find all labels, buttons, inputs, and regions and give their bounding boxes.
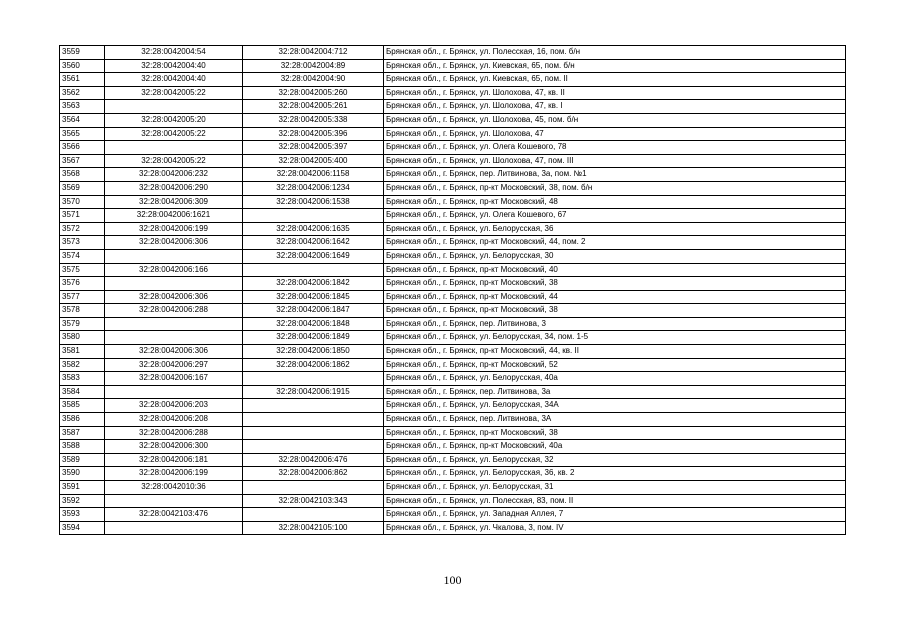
- address-cell: Брянская обл., г. Брянск, ул. Шолохова, 47, кв. I: [384, 100, 846, 114]
- address-cell: Брянская обл., г. Брянск, пр-кт Московский, 44: [384, 290, 846, 304]
- parcel-number-cell: 32:28:0042006:208: [105, 413, 243, 427]
- address-cell: Брянская обл., г. Брянск, ул. Белорусская, 36: [384, 222, 846, 236]
- address-cell: Брянская обл., г. Брянск, ул. Белорусская, 31: [384, 481, 846, 495]
- address-cell: Брянская обл., г. Брянск, ул. Западная Аллея, 7: [384, 508, 846, 522]
- address-cell: Брянская обл., г. Брянск, пр-кт Московский, 38: [384, 426, 846, 440]
- address-cell: Брянская обл., г. Брянск, пер. Литвинова, 3а: [384, 385, 846, 399]
- object-number-cell: 32:28:0042005:400: [243, 154, 384, 168]
- address-cell: Брянская обл., г. Брянск, пр-кт Московский, 40а: [384, 440, 846, 454]
- address-cell: Брянская обл., г. Брянск, пр-кт Московский, 38: [384, 277, 846, 291]
- row-number-cell: 3571: [60, 209, 105, 223]
- table-row: [60, 59, 846, 73]
- object-number-cell: 32:28:0042006:476: [243, 453, 384, 467]
- table-row: [60, 154, 846, 168]
- table-row: [60, 263, 846, 277]
- parcel-number-cell: 32:28:0042006:232: [105, 168, 243, 182]
- row-number-cell: 3577: [60, 290, 105, 304]
- table-row: [60, 209, 846, 223]
- page-number: 100: [443, 573, 462, 587]
- table-row: [60, 290, 846, 304]
- parcel-number-cell: 32:28:0042006:300: [105, 440, 243, 454]
- row-number-cell: 3568: [60, 168, 105, 182]
- parcel-number-cell: [105, 521, 243, 535]
- parcel-number-cell: [105, 385, 243, 399]
- parcel-number-cell: 32:28:0042006:297: [105, 358, 243, 372]
- parcel-number-cell: [105, 141, 243, 155]
- object-number-cell: 32:28:0042006:1649: [243, 249, 384, 263]
- parcel-number-cell: [105, 317, 243, 331]
- table-row: [60, 100, 846, 114]
- row-number-cell: 3563: [60, 100, 105, 114]
- table-row: [60, 467, 846, 481]
- object-number-cell: 32:28:0042103:343: [243, 494, 384, 508]
- object-number-cell: 32:28:0042006:1842: [243, 277, 384, 291]
- address-cell: Брянская обл., г. Брянск, ул. Шолохова, 47, кв. II: [384, 86, 846, 100]
- address-cell: Брянская обл., г. Брянск, ул. Олега Кошевого, 78: [384, 141, 846, 155]
- table-row: [60, 113, 846, 127]
- table-row: [60, 521, 846, 535]
- address-cell: Брянская обл., г. Брянск, пр-кт Московский, 52: [384, 358, 846, 372]
- row-number-cell: 3588: [60, 440, 105, 454]
- parcel-number-cell: [105, 277, 243, 291]
- address-cell: Брянская обл., г. Брянск, ул. Белорусская, 34, пом. 1-5: [384, 331, 846, 345]
- row-number-cell: 3567: [60, 154, 105, 168]
- object-number-cell: 32:28:0042005:261: [243, 100, 384, 114]
- parcel-number-cell: 32:28:0042010:36: [105, 481, 243, 495]
- parcel-number-cell: 32:28:0042103:476: [105, 508, 243, 522]
- table-row: [60, 141, 846, 155]
- parcel-number-cell: [105, 331, 243, 345]
- row-number-cell: 3562: [60, 86, 105, 100]
- parcel-number-cell: 32:28:0042006:203: [105, 399, 243, 413]
- row-number-cell: 3572: [60, 222, 105, 236]
- parcel-number-cell: 32:28:0042006:288: [105, 426, 243, 440]
- table-row: [60, 399, 846, 413]
- table-row: [60, 304, 846, 318]
- row-number-cell: 3587: [60, 426, 105, 440]
- parcel-number-cell: 32:28:0042006:306: [105, 290, 243, 304]
- row-number-cell: 3581: [60, 345, 105, 359]
- object-number-cell: 32:28:0042006:1845: [243, 290, 384, 304]
- object-number-cell: 32:28:0042006:1850: [243, 345, 384, 359]
- parcel-number-cell: 32:28:0042006:166: [105, 263, 243, 277]
- row-number-cell: 3561: [60, 73, 105, 87]
- row-number-cell: 3578: [60, 304, 105, 318]
- parcel-number-cell: [105, 494, 243, 508]
- table-row: [60, 494, 846, 508]
- table-body: [60, 46, 846, 535]
- object-number-cell: 32:28:0042006:1642: [243, 236, 384, 250]
- object-number-cell: 32:28:0042006:1847: [243, 304, 384, 318]
- object-number-cell: [243, 481, 384, 495]
- row-number-cell: 3586: [60, 413, 105, 427]
- row-number-cell: 3570: [60, 195, 105, 209]
- row-number-cell: 3580: [60, 331, 105, 345]
- address-cell: Брянская обл., г. Брянск, ул. Шолохова, 47, пом. III: [384, 154, 846, 168]
- table-row: [60, 481, 846, 495]
- row-number-cell: 3564: [60, 113, 105, 127]
- parcel-number-cell: 32:28:0042006:306: [105, 236, 243, 250]
- address-cell: Брянская обл., г. Брянск, ул. Белорусская, 40а: [384, 372, 846, 386]
- table-row: [60, 249, 846, 263]
- object-number-cell: 32:28:0042006:1849: [243, 331, 384, 345]
- object-number-cell: [243, 426, 384, 440]
- row-number-cell: 3593: [60, 508, 105, 522]
- parcel-number-cell: 32:28:0042004:40: [105, 59, 243, 73]
- address-cell: Брянская обл., г. Брянск, пр-кт Московский, 48: [384, 195, 846, 209]
- row-number-cell: 3574: [60, 249, 105, 263]
- address-cell: Брянская обл., г. Брянск, пер. Литвинова, 3а, пом. №1: [384, 168, 846, 182]
- parcel-number-cell: 32:28:0042006:199: [105, 467, 243, 481]
- parcel-number-cell: 32:28:0042006:288: [105, 304, 243, 318]
- address-cell: Брянская обл., г. Брянск, ул. Белорусская, 36, кв. 2: [384, 467, 846, 481]
- object-number-cell: 32:28:0042005:396: [243, 127, 384, 141]
- row-number-cell: 3560: [60, 59, 105, 73]
- object-number-cell: 32:28:0042006:1234: [243, 181, 384, 195]
- row-number-cell: 3584: [60, 385, 105, 399]
- parcel-number-cell: 32:28:0042006:167: [105, 372, 243, 386]
- row-number-cell: 3582: [60, 358, 105, 372]
- parcel-number-cell: 32:28:0042005:22: [105, 86, 243, 100]
- object-number-cell: 32:28:0042105:100: [243, 521, 384, 535]
- parcel-number-cell: 32:28:0042005:20: [105, 113, 243, 127]
- object-number-cell: 32:28:0042005:397: [243, 141, 384, 155]
- table-row: [60, 440, 846, 454]
- object-number-cell: 32:28:0042005:260: [243, 86, 384, 100]
- object-number-cell: [243, 413, 384, 427]
- table-row: [60, 46, 846, 60]
- table-row: [60, 385, 846, 399]
- table-row: [60, 168, 846, 182]
- address-cell: Брянская обл., г. Брянск, ул. Олега Кошевого, 67: [384, 209, 846, 223]
- parcel-number-cell: 32:28:0042004:54: [105, 46, 243, 60]
- row-number-cell: 3592: [60, 494, 105, 508]
- parcel-number-cell: [105, 100, 243, 114]
- object-number-cell: 32:28:0042006:1915: [243, 385, 384, 399]
- table-row: [60, 413, 846, 427]
- address-cell: Брянская обл., г. Брянск, ул. Белорусская, 32: [384, 453, 846, 467]
- table-row: [60, 277, 846, 291]
- table-row: [60, 127, 846, 141]
- parcel-number-cell: 32:28:0042004:40: [105, 73, 243, 87]
- object-number-cell: 32:28:0042006:1848: [243, 317, 384, 331]
- row-number-cell: 3573: [60, 236, 105, 250]
- parcel-number-cell: 32:28:0042005:22: [105, 154, 243, 168]
- object-number-cell: [243, 440, 384, 454]
- table-row: [60, 222, 846, 236]
- address-cell: Брянская обл., г. Брянск, пр-кт Московский, 40: [384, 263, 846, 277]
- row-number-cell: 3583: [60, 372, 105, 386]
- address-cell: Брянская обл., г. Брянск, пр-кт Московский, 38, пом. б/н: [384, 181, 846, 195]
- row-number-cell: 3565: [60, 127, 105, 141]
- address-cell: Брянская обл., г. Брянск, пр-кт Московский, 44, пом. 2: [384, 236, 846, 250]
- row-number-cell: 3591: [60, 481, 105, 495]
- address-cell: Брянская обл., г. Брянск, пер. Литвинова, 3А: [384, 413, 846, 427]
- row-number-cell: 3566: [60, 141, 105, 155]
- object-number-cell: 32:28:0042004:712: [243, 46, 384, 60]
- row-number-cell: 3576: [60, 277, 105, 291]
- table-row: [60, 453, 846, 467]
- row-number-cell: 3594: [60, 521, 105, 535]
- parcel-number-cell: 32:28:0042006:290: [105, 181, 243, 195]
- object-number-cell: [243, 399, 384, 413]
- row-number-cell: 3559: [60, 46, 105, 60]
- table-row: [60, 73, 846, 87]
- row-number-cell: 3585: [60, 399, 105, 413]
- object-number-cell: 32:28:0042004:90: [243, 73, 384, 87]
- row-number-cell: 3589: [60, 453, 105, 467]
- object-number-cell: 32:28:0042006:862: [243, 467, 384, 481]
- row-number-cell: 3569: [60, 181, 105, 195]
- address-cell: Брянская обл., г. Брянск, ул. Шолохова, 47: [384, 127, 846, 141]
- parcel-number-cell: 32:28:0042006:306: [105, 345, 243, 359]
- object-number-cell: [243, 209, 384, 223]
- row-number-cell: 3575: [60, 263, 105, 277]
- table-row: [60, 508, 846, 522]
- address-cell: Брянская обл., г. Брянск, ул. Полесская, 83, пом. II: [384, 494, 846, 508]
- object-number-cell: [243, 263, 384, 277]
- table-row: [60, 195, 846, 209]
- object-number-cell: 32:28:0042006:1635: [243, 222, 384, 236]
- table-row: [60, 236, 846, 250]
- address-cell: Брянская обл., г. Брянск, пер. Литвинова, 3: [384, 317, 846, 331]
- table-row: [60, 331, 846, 345]
- address-cell: Брянская обл., г. Брянск, ул. Белорусская, 30: [384, 249, 846, 263]
- table-row: [60, 86, 846, 100]
- object-number-cell: 32:28:0042006:1158: [243, 168, 384, 182]
- table-row: [60, 358, 846, 372]
- row-number-cell: 3590: [60, 467, 105, 481]
- parcel-number-cell: 32:28:0042006:199: [105, 222, 243, 236]
- table-row: [60, 426, 846, 440]
- parcel-number-cell: [105, 249, 243, 263]
- row-number-cell: 3579: [60, 317, 105, 331]
- table-row: [60, 317, 846, 331]
- address-cell: Брянская обл., г. Брянск, ул. Полесская, 16, пом. б/н: [384, 46, 846, 60]
- property-registry-table: [59, 45, 846, 535]
- table-row: [60, 345, 846, 359]
- table-row: [60, 372, 846, 386]
- parcel-number-cell: 32:28:0042006:309: [105, 195, 243, 209]
- object-number-cell: 32:28:0042006:1538: [243, 195, 384, 209]
- object-number-cell: 32:28:0042005:338: [243, 113, 384, 127]
- address-cell: Брянская обл., г. Брянск, ул. Киевская, 65, пом. II: [384, 73, 846, 87]
- object-number-cell: 32:28:0042006:1862: [243, 358, 384, 372]
- object-number-cell: [243, 508, 384, 522]
- parcel-number-cell: 32:28:0042005:22: [105, 127, 243, 141]
- address-cell: Брянская обл., г. Брянск, ул. Шолохова, 45, пом. б/н: [384, 113, 846, 127]
- parcel-number-cell: 32:28:0042006:1621: [105, 209, 243, 223]
- address-cell: Брянская обл., г. Брянск, ул. Белорусская, 34А: [384, 399, 846, 413]
- address-cell: Брянская обл., г. Брянск, ул. Киевская, 65, пом. б/н: [384, 59, 846, 73]
- object-number-cell: 32:28:0042004:89: [243, 59, 384, 73]
- address-cell: Брянская обл., г. Брянск, ул. Чкалова, 3, пом. IV: [384, 521, 846, 535]
- address-cell: Брянская обл., г. Брянск, пр-кт Московский, 38: [384, 304, 846, 318]
- object-number-cell: [243, 372, 384, 386]
- address-cell: Брянская обл., г. Брянск, пр-кт Московский, 44, кв. II: [384, 345, 846, 359]
- table-row: [60, 181, 846, 195]
- parcel-number-cell: 32:28:0042006:181: [105, 453, 243, 467]
